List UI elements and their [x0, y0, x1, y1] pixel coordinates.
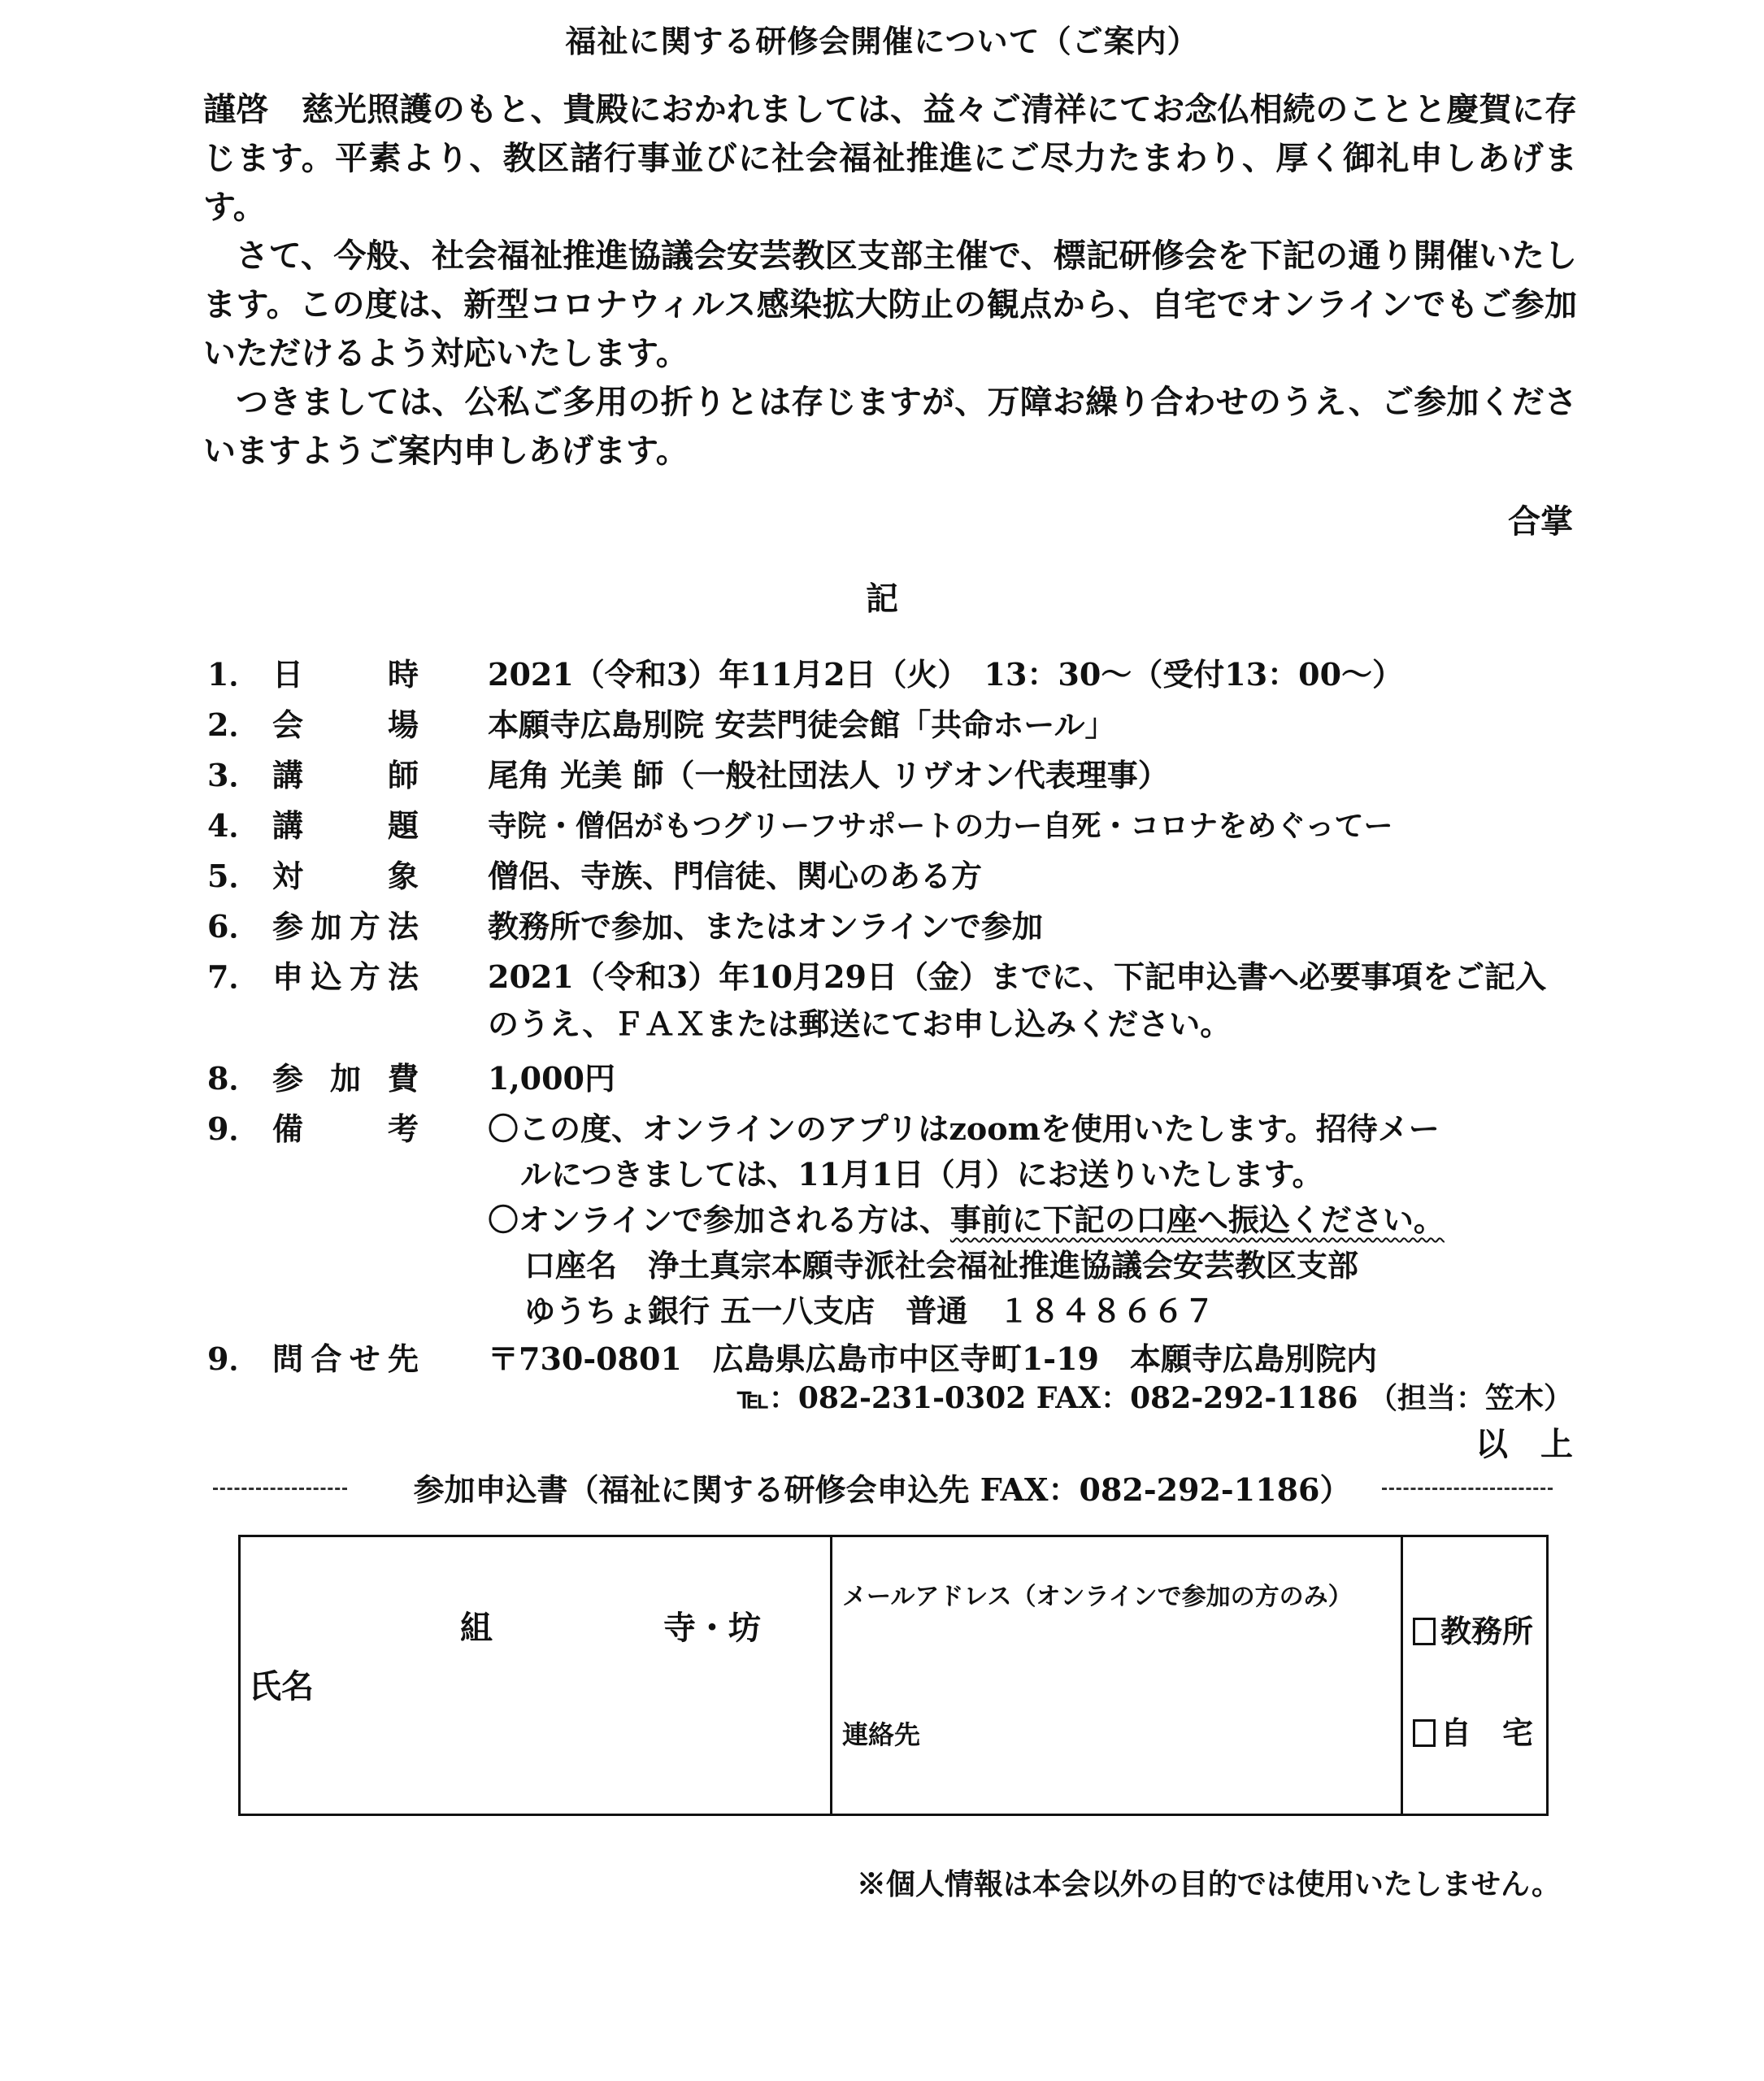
- item-fee-value: 1,000円: [488, 1060, 615, 1097]
- item-contact-label: 9． 問合せ先: [207, 1340, 419, 1377]
- item-contact-phone: ℡：082-231-0302 FAX：082-292-1186 （担当：笠木）: [737, 1381, 1573, 1415]
- option-kyomusho[interactable]: 教務所: [1413, 1606, 1533, 1651]
- item-venue-label: 2． 会場: [207, 706, 419, 743]
- form-divider-2: [1401, 1537, 1403, 1814]
- privacy-footnote: ※個人情報は本会以外の目的では使用いたしません。: [856, 1867, 1561, 1901]
- announcement-paragraph: さて、今般、社会福祉推進協議会安芸教区支部主催で、標記研修会を下記の通り開催いたします。この度は、新型コロナウィルス感染拡大防止の観点から、自宅でオンラインでもご参加いただけるよう対応いたします。: [203, 237, 1577, 372]
- checkbox-jitaku[interactable]: [1413, 1719, 1436, 1747]
- item-target-label: 5． 対象: [207, 858, 419, 894]
- ki-heading: 記: [866, 580, 898, 618]
- option-jitaku[interactable]: 自 宅: [1413, 1708, 1533, 1753]
- item-target-value: 僧侶、寺族、門信徒、関心のある方: [488, 858, 983, 894]
- item-date-value: 2021（令和3）年11月2日（火） 13：30～（受付13：00～）: [488, 656, 1404, 693]
- ijou: 以 上: [1475, 1425, 1573, 1463]
- item-application-value-2: のうえ、ＦＡＸまたは郵送にてお申し込みください。: [488, 1006, 1232, 1042]
- item-notes-value-3: 〇オンラインで参加される方は、事前に下記の口座へ振込ください。: [488, 1201, 1445, 1238]
- item-application-value: 2021（令和3）年10月29日（金）までに、下記申込書へ必要事項をご記入: [488, 958, 1546, 995]
- transfer-instruction: 事前に下記の口座へ振込ください。: [949, 1201, 1445, 1238]
- account-name: 口座名 浄土真宗本願寺派社会福祉推進協議会安芸教区支部: [524, 1247, 1359, 1284]
- page-title: 福祉に関する研修会開催について（ご案内）: [565, 23, 1199, 59]
- application-form: [238, 1535, 1549, 1816]
- item-topic-label: 4． 講題: [207, 807, 419, 844]
- item-venue-value: 本願寺広島別院 安芸門徒会館「共命ホール」: [488, 706, 1116, 743]
- item-date-label: 1． 日時: [207, 656, 419, 693]
- item-contact-address: 〒730-0801 広島県広島市中区寺町1-19 本願寺広島別院内: [488, 1340, 1377, 1377]
- cut-line-right: [1382, 1488, 1553, 1490]
- request-paragraph: つきましては、公私ご多用の折りとは存じますが、万障お繰り合わせのうえ、ご参加くださいますようご案内申しあげます。: [203, 383, 1577, 470]
- item-method-label: 6． 参加方法: [207, 908, 419, 945]
- account-bank: ゆうちょ銀行 五一八支店 普通 １８４８６６７: [524, 1292, 1215, 1329]
- item-notes-value-2: ルにつきましては、11月1日（月）にお送りいたします。: [520, 1156, 1323, 1193]
- item-lecturer-label: 3． 講師: [207, 757, 419, 793]
- item-application-label: 7． 申込方法: [207, 958, 419, 995]
- name-label: 氏名: [249, 1667, 314, 1705]
- item-lecturer-value: 尾角 光美 師（一般社団法人 リヴオン代表理事）: [488, 757, 1169, 793]
- form-divider-1: [830, 1537, 832, 1814]
- item-method-value: 教務所で参加、またはオンラインで参加: [488, 908, 1043, 945]
- closing-gassho: 合掌: [1508, 502, 1573, 541]
- contact-label: 連絡先: [842, 1719, 921, 1750]
- greeting-paragraph: 謹啓 慈光照護のもと、貴殿におかれましては、益々ご清祥にてお念仏相続のことと慶賀に存じます。平素より、教区諸行事並びに社会福祉推進にご尽力たまわり、厚く御礼申しあげます。: [203, 90, 1577, 226]
- item-notes-value: 〇この度、オンラインのアプリはzoomを使用いたします。招待メー: [488, 1110, 1440, 1147]
- item-fee-label: 8． 参加費: [207, 1060, 419, 1097]
- form-title: 参加申込書（福祉に関する研修会申込先 FAX：082-292-1186）: [413, 1471, 1351, 1508]
- checkbox-kyomusho[interactable]: [1413, 1618, 1436, 1645]
- item-notes-label: 9． 備考: [207, 1110, 419, 1147]
- email-label: メールアドレス（オンラインで参加の方のみ）: [842, 1583, 1353, 1611]
- item-topic-value: 寺院・僧侶がもつグリーフサポートの力ー自死・コロナをめぐってー: [488, 809, 1393, 843]
- tera-label: 寺・坊: [663, 1609, 761, 1647]
- kumi-label: 組: [460, 1609, 493, 1647]
